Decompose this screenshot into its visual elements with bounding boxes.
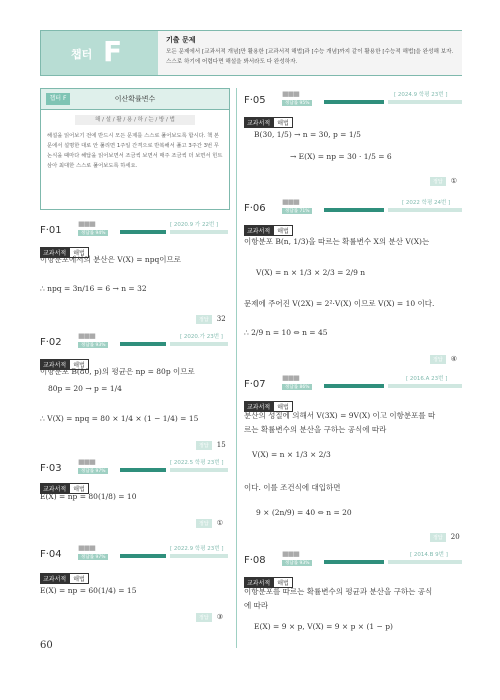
answer-value: ①: [216, 519, 224, 527]
solution-line: E(X) = 9 × p, V(X) = 9 × p × (1 − p): [254, 622, 393, 631]
problem-f03: [40, 456, 228, 475]
solution-label-text: 교과서적: [40, 483, 69, 494]
topic-subtitle: 해 / 설 / 활 / 용 / 하 / 는 / 방 / 법: [75, 115, 195, 125]
correct-rate: 정답률 93%: [78, 342, 108, 348]
chapter-word: 챕터: [71, 48, 93, 61]
solution-label-tag: 해법: [273, 401, 293, 412]
solution-line: E(X) = np = 80(1/8) = 10: [40, 492, 137, 501]
problem-source: [ 2020.9 가 22번 ]: [170, 222, 219, 228]
correct-rate: 정답률 97%: [78, 554, 108, 560]
answer-tag: 정답: [430, 177, 446, 186]
answer: [196, 432, 226, 451]
problem-source: [ 2020.가 23번 ]: [180, 334, 223, 340]
topic-badge: 챕터 F: [46, 93, 70, 105]
problem-f06: [244, 196, 462, 215]
solution-label-text: 교과서적: [40, 247, 69, 258]
chapter-badge: [40, 30, 160, 76]
answer-value: ④: [450, 355, 458, 363]
progress-bar: [324, 384, 462, 388]
intro-description: 모든 문제에서 [교과서적 개념]만 활용한 [교과서적 해법]과 [수능 개념]까지 같이 활용한 [수능적 해법]을 완성해 보자. 스스로 하기에 어렵다면 해설을 봐서라도 다 완성하자.: [166, 49, 454, 65]
answer: [430, 346, 457, 365]
difficulty-icon: ■■■: [78, 544, 95, 552]
solution-line: 이항분포를 따르는 확률변수의 평균과 분산을 구하는 공식: [244, 587, 433, 596]
correct-rate: 정답률 97%: [78, 468, 108, 474]
problem-number: F·01: [40, 225, 62, 236]
problem-number: F·02: [40, 337, 62, 348]
solution-line: 80p = 20 → p = 1/4: [48, 384, 122, 393]
topic-title: 이산확률변수: [114, 95, 156, 103]
topic-body: 해설을 읽어보기 전에 반드시 모든 문제를 스스로 풀어보도록 합시다. 책 본문에서 설명한 대로 안 풀리면 1주일 간격으로 반복해서 풀고 3주간 3번 무논식을 때마다 해답을 읽어보면서 조금씩 보면서 매주 조금씩 더 보면서 힌트 삼아 최대한 스스로 풀어보도록 하세요.: [47, 133, 223, 169]
problem-number: F·04: [40, 549, 62, 560]
solution-line: E(X) = np = 60(1/4) = 15: [40, 586, 137, 595]
correct-rate: 정답률 71%: [282, 208, 312, 214]
answer-tag: 정답: [430, 533, 446, 542]
solution-line: → E(X) = np = 30 · 1/5 = 6: [290, 152, 392, 161]
difficulty-icon: ■■■: [78, 332, 95, 340]
answer-value: ①: [450, 177, 458, 185]
solution-label-tag: 해법: [69, 359, 89, 370]
difficulty-icon: ■■■: [282, 374, 299, 382]
solution-line: 분산의 성질에 의해서 V(3X) = 9V(X) 이고 이항분포를 따: [244, 411, 436, 420]
intro-title: 기출 문제: [166, 36, 196, 44]
problem-number: F·06: [244, 203, 266, 214]
solution-label-tag: 해법: [273, 577, 293, 588]
solution-line: 9 × (2n/9) = 40 ⇔ n = 20: [256, 508, 352, 517]
solution-line: 이항분포에서의 분산은 V(X) = npq이므로: [40, 255, 182, 264]
progress-bar: [120, 342, 228, 346]
solution-label-tag: 해법: [69, 573, 89, 584]
solution-label: [40, 566, 89, 585]
problem-source: [ 2022 학평 24번 ]: [402, 200, 451, 206]
problem-source: [ 2014.B 9번 ]: [410, 552, 448, 558]
answer: [196, 604, 223, 623]
problem-f08: [244, 548, 462, 567]
topic-box: [40, 88, 230, 210]
solution-label: [244, 218, 293, 237]
solution-label-tag: 해법: [69, 247, 89, 258]
solution-label-text: 교과서적: [244, 577, 273, 588]
solution-line: V(X) = n × 1/3 × 2/3: [252, 450, 331, 459]
correct-rate: 정답률 95%: [282, 100, 312, 106]
solution-label-tag: 해법: [273, 117, 293, 128]
problem-source: [ 2022.9 학평 23번 ]: [170, 546, 224, 552]
solution-label-text: 교과서적: [40, 359, 69, 370]
difficulty-icon: ■■■: [282, 550, 299, 558]
topic-header: [41, 89, 229, 110]
answer: [430, 524, 460, 543]
difficulty-icon: ■■■: [282, 198, 299, 206]
solution-line: ∴ 2/9 n = 10 ⇔ n = 45: [244, 328, 328, 337]
difficulty-icon: ■■■: [78, 458, 95, 466]
problem-source: [ 2022.5 학평 23번 ]: [170, 460, 224, 466]
problem-f05: [244, 88, 462, 107]
solution-line: 에 따라: [244, 601, 269, 610]
problem-f01: [40, 218, 228, 237]
solution-line: 르는 확률변수의 분산을 구하는 공식에 따라: [244, 425, 387, 434]
difficulty-icon: ■■■: [78, 220, 95, 228]
problem-source: [ 2024.9 학평 23번 ]: [394, 92, 448, 98]
progress-bar: [120, 554, 228, 558]
solution-label-tag: 해법: [273, 225, 293, 236]
progress-bar: [324, 100, 462, 104]
progress-bar: [120, 230, 228, 234]
chapter-letter: F: [103, 35, 123, 68]
problem-f04: [40, 542, 228, 561]
solution-label-text: 교과서적: [244, 401, 273, 412]
solution-label-tag: 해법: [69, 483, 89, 494]
answer-tag: 정답: [196, 613, 212, 622]
problem-f02: [40, 330, 228, 349]
answer: [196, 306, 226, 325]
column-divider: [236, 88, 237, 648]
progress-bar: [324, 208, 462, 212]
solution-line: ∴ npq = 3n/16 = 6 → n = 32: [40, 284, 147, 293]
answer: [196, 510, 223, 529]
answer-value: 15: [216, 441, 226, 449]
problem-number: F·05: [244, 95, 266, 106]
progress-bar: [120, 468, 228, 472]
answer-value: 32: [216, 315, 226, 323]
correct-rate: 정답률 93%: [282, 560, 312, 566]
answer-value: ③: [216, 613, 224, 621]
answer-tag: 정답: [430, 355, 446, 364]
solution-line: 이항분포 B(80, p)의 평균은 np = 80p 이므로: [40, 367, 195, 376]
problem-source: [ 2016.A 23번 ]: [406, 376, 448, 382]
chapter-intro: [158, 30, 462, 76]
solution-line: B(30, 1/5) → n = 30, p = 1/5: [254, 130, 361, 139]
progress-bar: [324, 560, 462, 564]
solution-label-text: 교과서적: [244, 117, 273, 128]
solution-line: 문제에 주어진 V(2X) = 2²·V(X) 이므로 V(X) = 10 이다.: [244, 299, 435, 308]
answer: [430, 168, 457, 187]
difficulty-icon: ■■■: [282, 90, 299, 98]
solution-label-text: 교과서적: [40, 573, 69, 584]
solution-label: [244, 110, 293, 129]
solution-line: 이다. 이를 조건식에 대입하면: [244, 483, 341, 492]
correct-rate: 정답률 94%: [78, 230, 108, 236]
solution-label-text: 교과서적: [244, 225, 273, 236]
answer-tag: 정답: [196, 519, 212, 528]
problem-number: F·08: [244, 555, 266, 566]
solution-line: ∴ V(X) = npq = 80 × 1/4 × (1 − 1/4) = 15: [40, 414, 199, 423]
answer-value: 20: [450, 533, 460, 541]
page-number: 60: [40, 640, 53, 651]
problem-number: F·03: [40, 463, 62, 474]
problem-f07: [244, 372, 462, 391]
answer-tag: 정답: [196, 441, 212, 450]
correct-rate: 정답률 86%: [282, 384, 312, 390]
problem-number: F·07: [244, 379, 266, 390]
answer-tag: 정답: [196, 315, 212, 324]
solution-line: 이항분포 B(n, 1/3)을 따르는 확률변수 X의 분산 V(X)는: [244, 237, 430, 246]
solution-line: V(X) = n × 1/3 × 2/3 = 2/9 n: [256, 268, 366, 277]
